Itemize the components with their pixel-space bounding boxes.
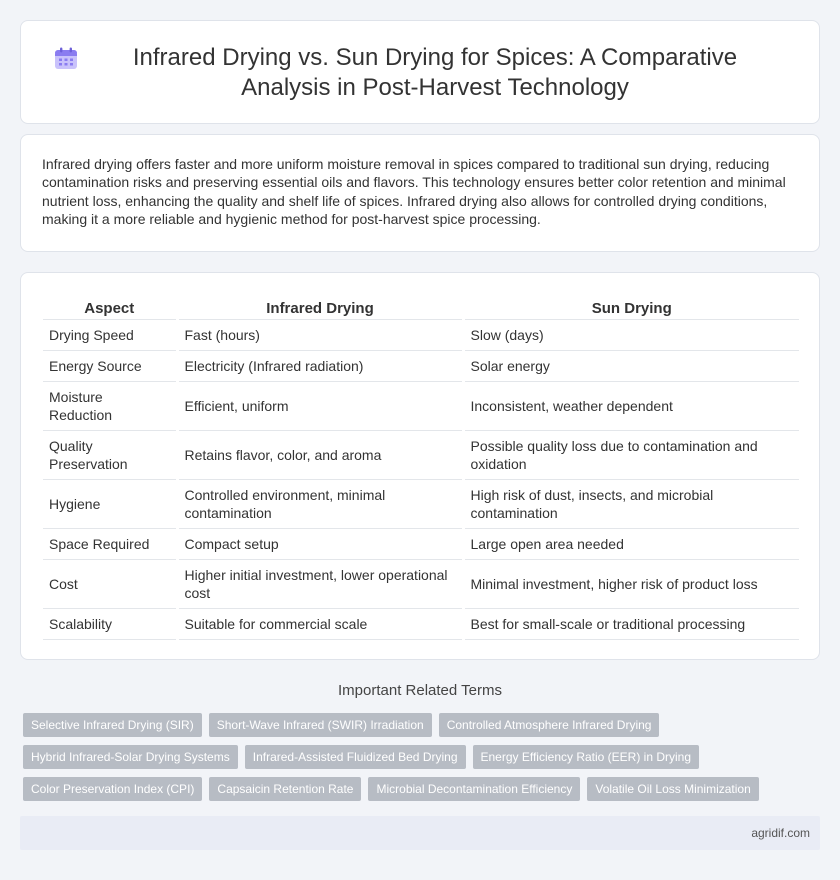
table-row [43, 479, 799, 528]
related-term-tag[interactable]: Hybrid Infrared-Solar Drying Systems [23, 745, 238, 769]
sun-cell: High risk of dust, insects, and microbial contamination [463, 479, 799, 528]
related-terms-list [23, 713, 783, 809]
table-row [43, 559, 799, 608]
related-terms-heading: Important Related Terms [338, 682, 502, 699]
table-row [43, 350, 799, 381]
sun-cell: Large open area needed [463, 528, 799, 559]
related-term-tag[interactable]: Microbial Decontamination Efficiency [368, 777, 580, 801]
aspect-cell: Space Required [43, 528, 177, 559]
related-term-tag[interactable]: Short-Wave Infrared (SWIR) Irradiation [209, 713, 432, 737]
related-term-tag[interactable]: Infrared-Assisted Fluidized Bed Drying [245, 745, 466, 769]
related-term-tag[interactable]: Volatile Oil Loss Minimization [587, 777, 758, 801]
aspect-cell: Quality Preservation [43, 430, 177, 479]
related-term-tag[interactable]: Selective Infrared Drying (SIR) [23, 713, 202, 737]
comparison-table-card [20, 272, 820, 660]
header-infrared: Infrared Drying [177, 297, 463, 319]
table-row [43, 381, 799, 430]
related-term-tag[interactable]: Capsaicin Retention Rate [209, 777, 361, 801]
sun-cell: Solar energy [463, 350, 799, 381]
infrared-cell: Compact setup [177, 528, 463, 559]
footer [20, 816, 820, 850]
page-title: Infrared Drying vs. Sun Drying for Spices: A Comparative Analysis in Post-Harvest Technology [132, 44, 738, 101]
intro-paragraph: Infrared drying offers faster and more uniform moisture removal in spices compared to traditional sun drying, reducing contamination risks and preserving essential oils and flavors. This technology ensures better color retention and minimal nutrient loss, enhancing the quality and shelf life of spices. Infrared drying also allows for controlled drying conditions, making it a more reliable and hygienic method for post-harvest spice processing. [42, 156, 786, 228]
tag-row [23, 713, 783, 737]
table-row [43, 430, 799, 479]
aspect-cell: Scalability [43, 608, 177, 639]
infrared-cell: Electricity (Infrared radiation) [177, 350, 463, 381]
intro-card [20, 134, 820, 252]
aspect-cell: Cost [43, 559, 177, 608]
infrared-cell: Fast (hours) [177, 319, 463, 350]
infrared-cell: Efficient, uniform [177, 381, 463, 430]
aspect-cell: Hygiene [43, 479, 177, 528]
infrared-cell: Retains flavor, color, and aroma [177, 430, 463, 479]
sun-cell: Slow (days) [463, 319, 799, 350]
related-term-tag[interactable]: Color Preservation Index (CPI) [23, 777, 202, 801]
aspect-cell: Moisture Reduction [43, 381, 177, 430]
tag-row [23, 777, 783, 801]
sun-cell: Minimal investment, higher risk of product loss [463, 559, 799, 608]
infrared-cell: Higher initial investment, lower operational cost [177, 559, 463, 608]
related-term-tag[interactable]: Energy Efficiency Ratio (EER) in Drying [473, 745, 700, 769]
infrared-cell: Suitable for commercial scale [177, 608, 463, 639]
table-row [43, 319, 799, 350]
table-header-row [43, 297, 799, 319]
related-term-tag[interactable]: Controlled Atmosphere Infrared Drying [439, 713, 660, 737]
sun-cell: Possible quality loss due to contamination and oxidation [463, 430, 799, 479]
header-aspect: Aspect [43, 297, 177, 319]
tag-row [23, 745, 783, 769]
comparison-table [43, 297, 799, 640]
header-sun: Sun Drying [463, 297, 799, 319]
aspect-cell: Energy Source [43, 350, 177, 381]
sun-cell: Best for small-scale or traditional processing [463, 608, 799, 639]
table-row [43, 608, 799, 639]
infrared-cell: Controlled environment, minimal contamination [177, 479, 463, 528]
footer-site-link[interactable]: agridif.com [751, 826, 810, 840]
table-row [43, 528, 799, 559]
title-card [20, 20, 820, 124]
sun-cell: Inconsistent, weather dependent [463, 381, 799, 430]
aspect-cell: Drying Speed [43, 319, 177, 350]
